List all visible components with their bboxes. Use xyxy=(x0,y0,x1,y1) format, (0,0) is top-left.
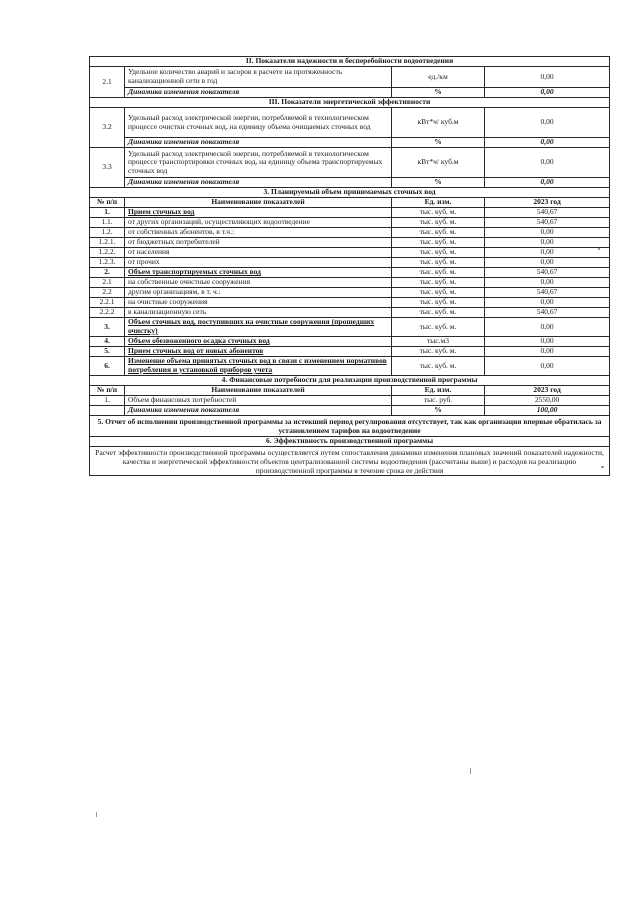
dynamics-value: 100,00 xyxy=(485,406,610,416)
row-number: 4. xyxy=(90,337,125,347)
volume-row xyxy=(90,208,610,218)
volume-value: 540,67 xyxy=(485,308,610,318)
dynamics-label: Динамика изменения показателя xyxy=(125,178,392,188)
volume-unit: тыс. куб. м. xyxy=(392,218,485,228)
volume-row xyxy=(90,228,610,238)
report-text: 5. Отчет об исполнении производственной программы за истекший период регулирования отсутствует, так как организация впервые обратилась за установлением тарифов на водоотведение xyxy=(90,416,610,437)
row-number: 2.1 xyxy=(90,67,125,98)
volume-value: 0,00 xyxy=(485,228,610,238)
volume-unit: тыс. куб. м. xyxy=(392,268,485,278)
indicator-value: 0,00 xyxy=(485,148,610,178)
volume-row xyxy=(90,278,610,288)
row-number: 2.2.2 xyxy=(90,308,125,318)
volume-value: 0,00 xyxy=(485,258,610,268)
header-name: Наименование показателей xyxy=(125,386,392,396)
volume-unit: тыс. куб. м. xyxy=(392,357,485,376)
scan-speck xyxy=(96,812,97,817)
finance-unit: тыс. руб. xyxy=(392,396,485,406)
dynamics-unit: % xyxy=(392,88,485,98)
volume-name: Прием сточных вод xyxy=(125,208,392,218)
dynamics-row xyxy=(90,138,610,148)
volume-name: на собственные очистные сооружения xyxy=(125,278,392,288)
volume-name: от населения xyxy=(125,248,392,258)
header-num: № п/п xyxy=(90,198,125,208)
dynamics-value: 0,00 xyxy=(485,88,610,98)
volume-row xyxy=(90,218,610,228)
volume-row xyxy=(90,347,610,357)
section-title-efficiency: 6. Эффективность производственной программы xyxy=(90,437,610,447)
scan-speck xyxy=(470,768,471,774)
row-number: 3. xyxy=(90,318,125,337)
section-title-row xyxy=(90,98,610,108)
document-page xyxy=(89,56,609,476)
volume-unit: тыс. куб. м. xyxy=(392,318,485,337)
scan-speck xyxy=(601,466,604,468)
section-title-reliability: II. Показатели надежности и бесперебойности водоотведения xyxy=(90,57,610,67)
efficiency-text: Расчет эффективности производственной программы осуществляется путем сопоставления динамики изменения плановых значений показателей надежности, качества и энергетической эффективности объектов централизованной системы водоотведения (рассчитаны выше) и расходов на реализацию производственной программы в течение срока ее действия xyxy=(90,447,610,476)
indicator-value: 0,00 xyxy=(485,108,610,138)
volume-unit: тыс. куб. м. xyxy=(392,238,485,248)
volume-unit: тыс. куб. м. xyxy=(392,248,485,258)
volume-value: 540,67 xyxy=(485,268,610,278)
volume-unit: тыс. куб. м. xyxy=(392,288,485,298)
report-row xyxy=(90,416,610,437)
volume-value: 0,00 xyxy=(485,318,610,337)
volume-row xyxy=(90,337,610,347)
indicator-row xyxy=(90,67,610,88)
row-number: 2.2 xyxy=(90,288,125,298)
volume-unit: тыс. куб. м. xyxy=(392,347,485,357)
dynamics-unit: % xyxy=(392,406,485,416)
volume-value: 540,67 xyxy=(485,218,610,228)
header-year: 2023 год xyxy=(485,386,610,396)
dynamics-unit: % xyxy=(392,138,485,148)
volume-value: 0,00 xyxy=(485,357,610,376)
volume-value: 0,00 xyxy=(485,248,610,258)
finance-name: Объем финансовых потребностей xyxy=(125,396,392,406)
volume-name: в канализационную сеть xyxy=(125,308,392,318)
row-number: 3.3 xyxy=(90,148,125,188)
volume-row xyxy=(90,308,610,318)
indicator-name: Удельное количество аварий и засоров в расчете на протяженность канализационной сети в год xyxy=(125,67,392,88)
row-number: 1. xyxy=(90,396,125,406)
row-number: 3.2 xyxy=(90,108,125,148)
volume-value: 540,67 xyxy=(485,288,610,298)
header-num: № п/п xyxy=(90,386,125,396)
row-number: 1. xyxy=(90,208,125,218)
volume-row xyxy=(90,298,610,308)
row-number: 2.2.1 xyxy=(90,298,125,308)
volume-row xyxy=(90,357,610,376)
dynamics-label: Динамика изменения показателя xyxy=(125,406,392,416)
volume-name: от других организаций, осуществляющих водоотведение xyxy=(125,218,392,228)
volume-row xyxy=(90,238,610,248)
dynamics-row xyxy=(90,178,610,188)
finance-row xyxy=(90,396,610,406)
volume-row xyxy=(90,248,610,258)
volume-name: другим организациям, в т. ч.: xyxy=(125,288,392,298)
volume-unit: тыс. куб. м. xyxy=(392,258,485,268)
volume-row xyxy=(90,318,610,337)
indicator-unit: кВт*ч/ куб.м xyxy=(392,108,485,138)
volume-unit: тыс. куб. м. xyxy=(392,298,485,308)
indicator-value: 0,00 xyxy=(485,67,610,88)
row-number: 6. xyxy=(90,357,125,376)
section-title-row xyxy=(90,57,610,67)
volume-name: Объем обезвоженного осадка сточных вод xyxy=(125,337,392,347)
header-unit: Ед. изм. xyxy=(392,386,485,396)
row-number: 1.2.1. xyxy=(90,238,125,248)
dynamics-label: Динамика изменения показателя xyxy=(125,138,392,148)
dynamics-row xyxy=(90,406,610,416)
dynamics-label: Динамика изменения показателя xyxy=(125,88,392,98)
volume-unit: тыс. куб. м. xyxy=(392,228,485,238)
volume-value: 0,00 xyxy=(485,298,610,308)
volume-value: 0,00 xyxy=(485,347,610,357)
volume-value: 540,67 xyxy=(485,208,610,218)
section-title-row xyxy=(90,188,610,198)
section-title-row xyxy=(90,376,610,386)
volume-name: от бюджетных потребителей xyxy=(125,238,392,248)
dynamics-unit: % xyxy=(392,178,485,188)
section-title-finance: 4. Финансовые потребности для реализации производственной программы xyxy=(90,376,610,386)
row-number: 1.2.3. xyxy=(90,258,125,268)
row-number: 1.1. xyxy=(90,218,125,228)
volume-name: Объем транспортируемых сточных вод xyxy=(125,268,392,278)
header-row xyxy=(90,198,610,208)
row-number: 1.2.2. xyxy=(90,248,125,258)
volume-unit: тыс. куб. м. xyxy=(392,308,485,318)
volume-name: Объем сточных вод, поступивших на очистные сооружения (прошедших очистку) xyxy=(125,318,392,337)
volume-name: от прочих xyxy=(125,258,392,268)
efficiency-row xyxy=(90,447,610,476)
indicator-unit: кВт*ч/ куб.м xyxy=(392,148,485,178)
volume-value: 0,00 xyxy=(485,337,610,347)
row-number: 2.1 xyxy=(90,278,125,288)
volume-row xyxy=(90,288,610,298)
volume-name: Прием сточных вод от новых абонентов xyxy=(125,347,392,357)
dynamics-value: 0,00 xyxy=(485,178,610,188)
row-number: 1.2. xyxy=(90,228,125,238)
section-title-volumes: 3. Планируемый объем принимаемых сточных вод xyxy=(90,188,610,198)
volume-name: от собственных абонентов, в т.ч.: xyxy=(125,228,392,238)
indicator-row xyxy=(90,148,610,178)
row-number: 5. xyxy=(90,347,125,357)
row-number: 2. xyxy=(90,268,125,278)
indicator-name: Удельный расход электрической энергии, потребляемой в технологическом процессе очистки сточных вод, на единицу объема очищаемых сточных вод xyxy=(125,108,392,138)
indicator-name: Удельный расход электрической энергии, потребляемой в технологическом процессе транспортировки сточных вод, на единицу объема транспортируемых сточных вод xyxy=(125,148,392,178)
section-title-row xyxy=(90,437,610,447)
header-name: Наименование показателей xyxy=(125,198,392,208)
section-title-energy: III. Показатели энергетической эффективности xyxy=(90,98,610,108)
dynamics-value: 0,00 xyxy=(485,138,610,148)
volume-unit: тыс.м3 xyxy=(392,337,485,347)
production-program-table xyxy=(89,56,610,476)
indicator-row xyxy=(90,108,610,138)
volume-value: 0,00 xyxy=(485,278,610,288)
dynamics-row xyxy=(90,88,610,98)
volume-unit: тыс. куб. м. xyxy=(392,208,485,218)
volume-unit: тыс. куб. м. xyxy=(392,278,485,288)
header-year: 2023 год xyxy=(485,198,610,208)
indicator-unit: ед./км xyxy=(392,67,485,88)
header-row xyxy=(90,386,610,396)
volume-name: на очистные сооружения xyxy=(125,298,392,308)
header-unit: Ед. изм. xyxy=(392,198,485,208)
empty-cell xyxy=(90,406,125,416)
finance-value: 2550,00 xyxy=(485,396,610,406)
scan-speck xyxy=(598,248,600,250)
volume-value: 0,00 xyxy=(485,238,610,248)
volume-row xyxy=(90,258,610,268)
volume-row xyxy=(90,268,610,278)
volume-name: Изменение объема принятых сточных вод в связи с изменением нормативов потребления и установкой приборов учета xyxy=(125,357,392,376)
